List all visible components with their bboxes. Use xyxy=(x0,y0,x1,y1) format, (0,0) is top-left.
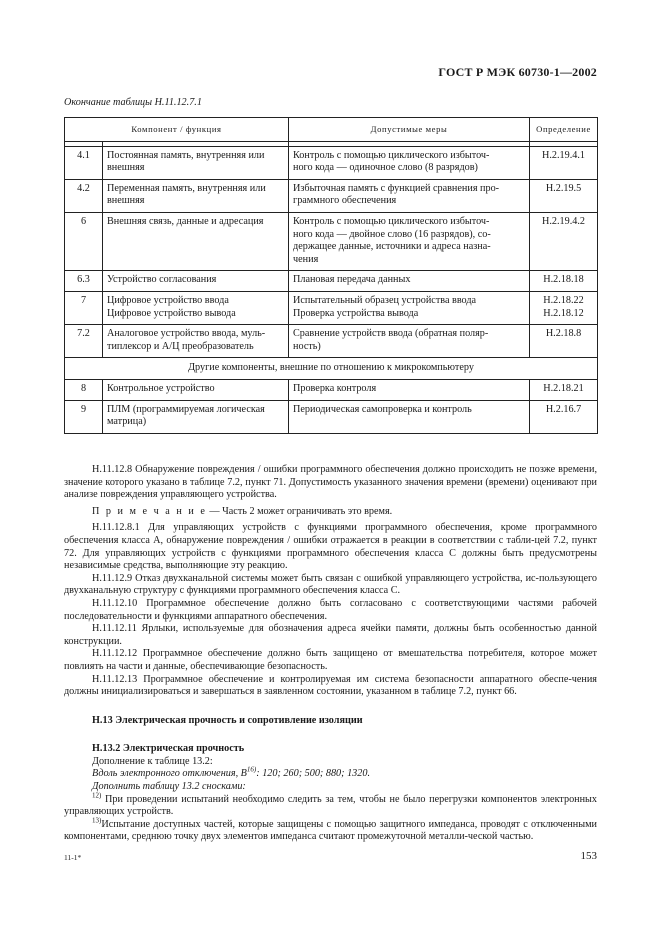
measure-cell xyxy=(289,146,530,179)
footer-sheet-mark: 11-1* xyxy=(64,853,82,862)
cell-line: Плановая передача данных xyxy=(293,274,411,286)
table-row xyxy=(65,325,598,358)
row-number: 4.2 xyxy=(65,179,103,212)
column-header-definition: Определение xyxy=(530,118,598,142)
footnote-13 xyxy=(64,816,597,844)
measure-cell xyxy=(289,325,530,358)
definition-cell xyxy=(530,325,598,358)
creepage-label: Вдоль электронного отключения, В xyxy=(92,768,247,780)
measure-cell xyxy=(289,212,530,270)
footnote-12-text: При проведении испытаний необходимо следить за тем, чтобы не было перегрузки компонентов электронных управляющих устройств. xyxy=(64,793,597,818)
standard-header: ГОСТ Р МЭК 60730-1—2002 xyxy=(438,65,597,79)
cell-line: H.2.16.7 xyxy=(545,403,582,415)
addition-table-13-2: Дополнение к таблице 13.2: xyxy=(92,755,213,767)
component-cell xyxy=(103,146,289,179)
table-body xyxy=(65,141,598,433)
cell-line: ность) xyxy=(293,340,321,352)
cell-line: H.2.18.22 xyxy=(543,294,584,306)
cell-line: матрица) xyxy=(107,416,147,428)
cell-line: Испытательный образец устройства ввода xyxy=(293,294,477,306)
cell-line: H.2.19.4.1 xyxy=(542,149,586,161)
cell-line: H.2.18.12 xyxy=(543,307,584,319)
paragraph-h-11-12-11: H.11.12.11 Ярлыки, используемые для обозначения адреса ячейки памяти, должны быть особенностью данной конструкции. xyxy=(64,623,597,647)
cell-line: Проверка устройства вывода xyxy=(293,307,419,319)
row-number: 7 xyxy=(65,291,103,324)
table-row xyxy=(65,179,598,212)
footnote-13-mark: 13) xyxy=(92,816,102,825)
footnotes-intro: Дополнить таблицу 13.2 сносками: xyxy=(92,781,246,793)
column-header-measures: Допустимые меры xyxy=(289,118,530,142)
cell-line: H.2.18.21 xyxy=(543,382,584,394)
table-row xyxy=(65,146,598,179)
table-row xyxy=(65,291,598,324)
cell-line: Переменная память, внутренняя или xyxy=(107,182,266,194)
creepage-values: : 120; 260; 500; 880; 1320. xyxy=(256,768,371,780)
cell-line: Контрольное устройство xyxy=(107,382,215,394)
footnote-13-text: Испытание доступных частей, которые защищены с помощью защитного импеданса, проводят с отключенными компонентами, среднюю точку двух элементов импеданса считают промежуточной металли-ческой частью. xyxy=(64,818,597,843)
cell-line: чения xyxy=(293,253,319,265)
cell-line: ПЛМ (программируемая логическая xyxy=(107,403,265,415)
row-number: 6.3 xyxy=(65,271,103,292)
cell-line: H.2.18.8 xyxy=(545,328,582,340)
row-number: 8 xyxy=(65,379,103,400)
table-row xyxy=(65,271,598,292)
paragraph-h-11-12-10: H.11.12.10 Программное обеспечение должно быть согласовано с соответствующими частями рабочей последовательности и функциями аппаратного обеспечения. xyxy=(64,597,597,622)
component-cell xyxy=(103,212,289,270)
note-label: П р и м е ч а н и е xyxy=(92,505,207,517)
definition-cell xyxy=(530,271,598,292)
measure-cell xyxy=(289,379,530,400)
body-text xyxy=(64,464,597,844)
cell-line: Постоянная память, внутренняя или xyxy=(107,149,265,161)
measure-cell xyxy=(289,271,530,292)
requirements-table xyxy=(64,117,598,434)
component-cell xyxy=(103,325,289,358)
cell-line: H.2.18.18 xyxy=(543,274,584,286)
cell-line: ного кода — двойное слово (16 разрядов), со- xyxy=(293,228,491,240)
component-cell xyxy=(103,291,289,324)
cell-line: Цифровое устройство ввода xyxy=(107,294,229,306)
measure-cell xyxy=(289,400,530,433)
cell-line: внешняя xyxy=(107,195,145,207)
creepage-footnote-ref: 16) xyxy=(246,766,257,775)
cell-line: H.2.19.4.2 xyxy=(542,215,586,227)
table-row xyxy=(65,379,598,400)
cell-line: Избыточная память с функцией сравнения про- xyxy=(293,182,500,194)
footnote-12-mark: 12) xyxy=(92,791,102,800)
cell-line: Периодическая самопроверка и контроль xyxy=(293,403,472,415)
table-row xyxy=(65,400,598,433)
cell-line: Контроль с помощью циклического избыточ- xyxy=(293,215,490,227)
measure-cell xyxy=(289,179,530,212)
component-cell xyxy=(103,379,289,400)
component-cell xyxy=(103,400,289,433)
row-number: 7.2 xyxy=(65,325,103,358)
span-row-text: Другие компоненты, внешние по отношению к микрокомпьютеру xyxy=(65,358,598,380)
definition-cell xyxy=(530,400,598,433)
component-cell xyxy=(103,179,289,212)
creepage-line xyxy=(92,768,597,781)
section-heading-h-13: H.13 Электрическая прочность и сопротивление изоляции xyxy=(92,714,363,726)
paragraph-h-11-12-8: H.11.12.8 Обнаружение повреждения / ошибки программного обеспечения должно происходить не позже времени, значение которого указано в таблице 7.2, пункт 71. Допустимость указанного значения времени (времени) оценивают при анализе повреждения управляющего устройства. xyxy=(64,464,597,501)
definition-cell xyxy=(530,146,598,179)
row-number: 6 xyxy=(65,212,103,270)
table-header-row xyxy=(65,118,598,142)
cell-line: внешняя xyxy=(107,162,145,174)
definition-cell xyxy=(530,212,598,270)
cell-line: Проверка контроля xyxy=(293,382,377,394)
table-row xyxy=(65,212,598,270)
cell-line: H.2.19.5 xyxy=(545,182,582,194)
cell-line: ного кода — одиночное слово (8 разрядов) xyxy=(293,162,478,174)
measure-cell xyxy=(289,291,530,324)
cell-line: Внешняя связь, данные и адресация xyxy=(107,215,264,227)
subsection-heading-h-13-2: H.13.2 Электрическая прочность xyxy=(92,743,245,755)
cell-line: Контроль с помощью циклического избыточ- xyxy=(293,149,490,161)
paragraph-h-11-12-12: H.11.12.12 Программное обеспечение должно быть защищено от вмешательства потребителя, которое может повлиять на части и данные, обеспечивающие безопасность. xyxy=(64,648,597,672)
paragraph-h-11-12-13: H.11.12.13 Программное обеспечение и контролируемая им система безопасности аппаратного обеспе-чения должны инициализироваться и завершаться в заявленном состоянии, указанном в таблице 7.2, пункт 66. xyxy=(64,673,597,698)
definition-cell xyxy=(530,379,598,400)
row-number: 9 xyxy=(65,400,103,433)
paragraph-h-11-12-8-1: H.11.12.8.1 Для управляющих устройств с функциями программного обеспечения, кроме программного обеспечения класса А, обнаружение повреждения / ошибки отражается в реакции в соответствии с табли-цей 7.2, пункт 72. Для управляющих устройств с функциями программного обеспечения класса С должны быть предусмотрены независимые средства, выполняющие эту реакцию. xyxy=(64,522,597,572)
definition-cell xyxy=(530,179,598,212)
cell-line: держащее данные, источники и адреса назна- xyxy=(293,241,491,253)
cell-line: граммного обеспечения xyxy=(293,195,397,207)
cell-line: типлексор и А/Ц преобразователь xyxy=(107,340,254,352)
column-header-component: Компонент / функция xyxy=(65,118,289,142)
cell-line: Цифровое устройство вывода xyxy=(107,307,236,319)
definition-cell xyxy=(530,291,598,324)
footnote-12 xyxy=(64,791,597,819)
paragraph-h-11-12-9: H.11.12.9 Отказ двухканальной системы может быть связан с ошибкой управляющего устройства, ис-пользующего двухканальную структуру с функциями программного обеспечения класса С. xyxy=(64,572,597,597)
note-text: — Часть 2 может ограничивать это время. xyxy=(206,505,393,517)
component-cell xyxy=(103,271,289,292)
table-span-row xyxy=(65,358,598,380)
page-number: 153 xyxy=(580,850,597,862)
cell-line: Устройство согласования xyxy=(107,274,217,286)
table-caption: Окончание таблицы H.11.12.7.1 xyxy=(64,97,202,108)
cell-line: Аналоговое устройство ввода, муль- xyxy=(107,328,266,340)
row-number: 4.1 xyxy=(65,146,103,179)
cell-line: Сравнение устройств ввода (обратная поляр- xyxy=(293,328,489,340)
note xyxy=(64,506,597,519)
